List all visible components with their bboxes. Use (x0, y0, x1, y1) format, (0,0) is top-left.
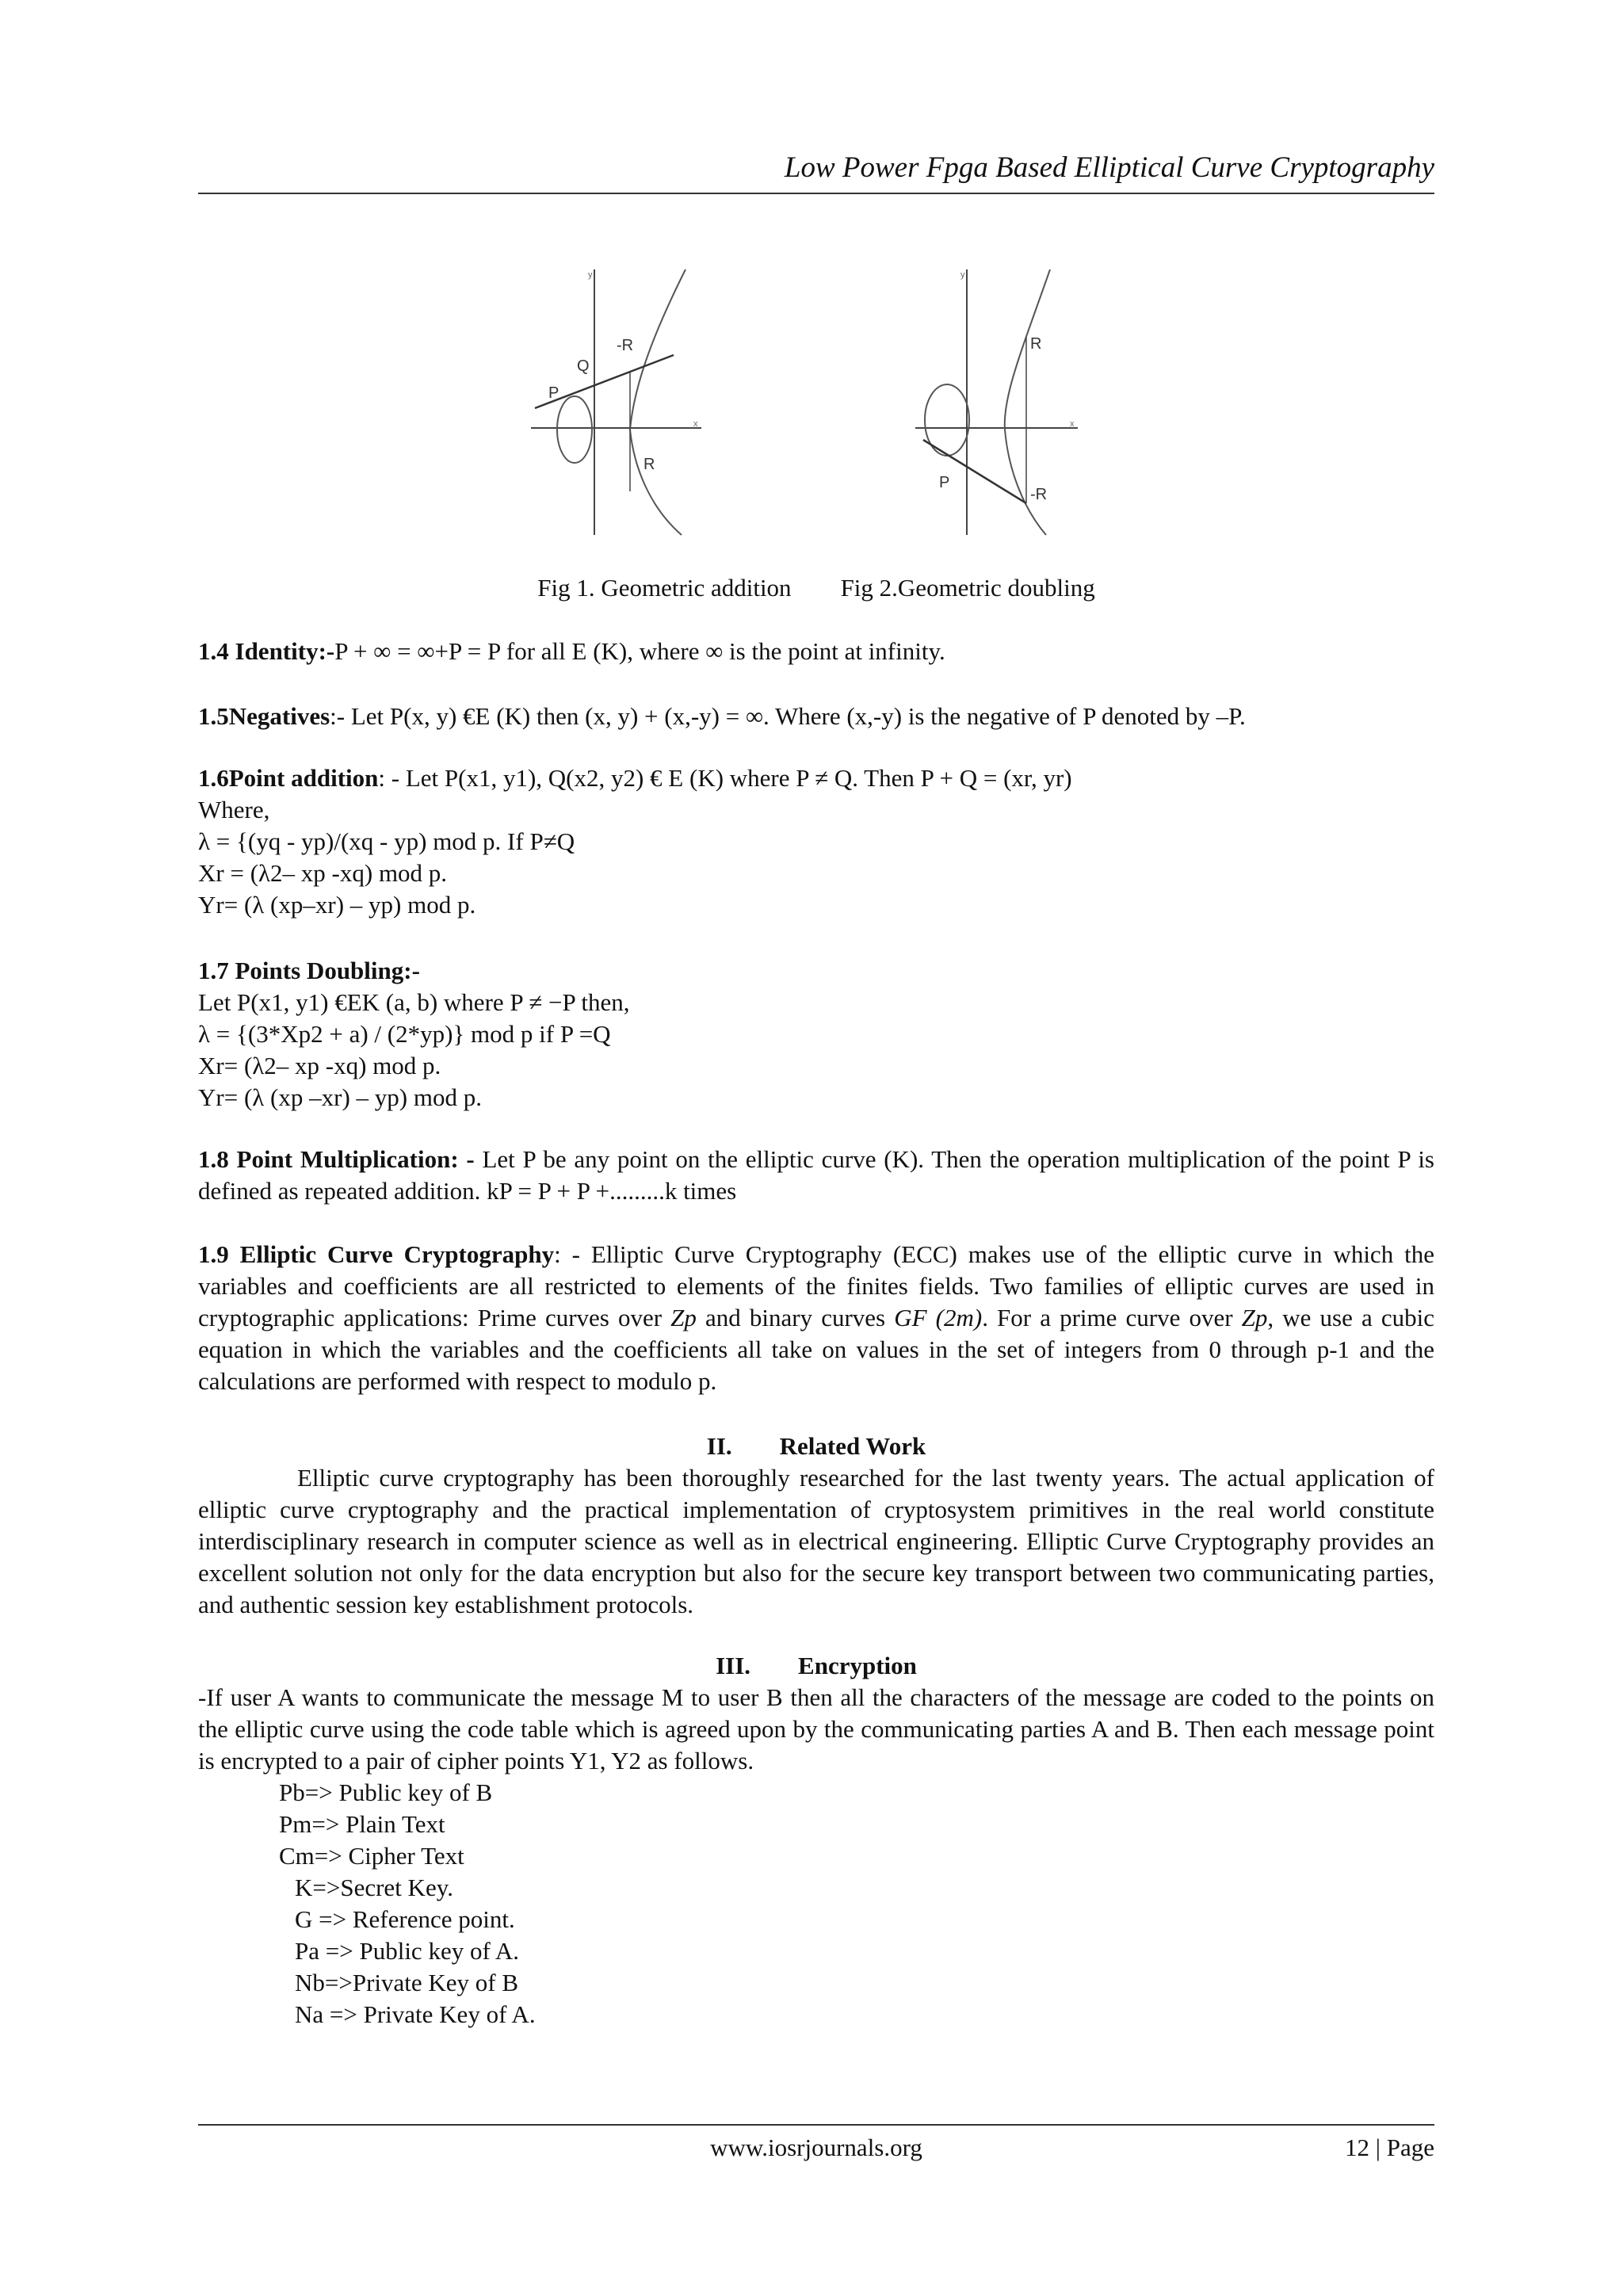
running-header: Low Power Fpga Based Elliptical Curve Cryptography (784, 151, 1434, 184)
section-2-title: Related Work (779, 1432, 926, 1460)
section-3-text: -If user A wants to communicate the message M to user B then all the characters of the message are coded to the points on the elliptic curve using the code table which is agreed upon by the communicating parties A and B. Then each message point is encrypted to a pair of cipher points Y1, Y2 as follows. (198, 1683, 1434, 1775)
section-1-7-xr: Xr= (λ2– xp -xq) mod p. (198, 1052, 441, 1079)
section-1-5-text: :- Let P(x, y) €E (K) then (x, y) + (x,-y) = ∞. Where (x,-y) is the negative of P denoted by –P. (330, 702, 1246, 730)
section-1-9-text-d: , we use a cubic equation in which the variables and the coefficients all take on values in the set of integers from 0 through p-1 and the calculations are performed with respect to modulo p. (198, 1304, 1434, 1395)
section-1-6-where: Where, (198, 796, 270, 823)
section-1-7-lambda: λ = {(3*Xp2 + a) / (2*yp)} mod p if P =Q (198, 1020, 611, 1048)
section-1-9-zp: Zp (670, 1304, 697, 1331)
section-1-4-title: 1.4 Identity:- (198, 637, 335, 665)
section-1-9-ecc (198, 1239, 1434, 1397)
section-1-6-title: 1.6Point addition (198, 764, 379, 792)
section-1-7-yr: Yr= (λ (xp –xr) – yp) mod p. (198, 1083, 482, 1111)
fig1-label-neg-r: -R (617, 337, 634, 354)
section-3-heading (198, 1650, 1434, 1682)
header-rule (198, 193, 1434, 194)
section-2-related-work (198, 1431, 1434, 1621)
fig1-y-axis-label: y (588, 270, 593, 280)
section-1-8-title: 1.8 Point Multiplication: - (198, 1145, 475, 1173)
section-1-8-point-multiplication (198, 1144, 1434, 1207)
section-1-4-text: P + ∞ = ∞+P = P for all E (K), where ∞ is the point at infinity. (334, 637, 945, 665)
section-1-7-line1: Let P(x1, y1) €EK (a, b) where P ≠ −P then, (198, 988, 630, 1016)
section-1-9-text-a: : - Elliptic Curve Cryptography (ECC) makes use of the elliptic curve in which the variables and coefficients are all restricted to elements of the finites fields. Two families of elliptic curves are used in cryptographic applications: Prime curves over (198, 1240, 1434, 1331)
figure-geometric-addition (531, 262, 721, 539)
fig2-x-axis-label: x (1070, 419, 1075, 429)
footer-page-number: 12 | Page (1345, 2134, 1434, 2161)
caption-fig1: Fig 1. Geometric addition (537, 574, 792, 602)
fig2-label-r: R (1030, 335, 1042, 353)
section-1-9-gf: GF (2m) (894, 1304, 983, 1331)
section-3-title: Encryption (798, 1652, 917, 1679)
figure-captions (198, 572, 1434, 604)
section-1-5-title: 1.5Negatives (198, 702, 330, 730)
section-1-7-title: 1.7 Points Doubling:- (198, 957, 420, 984)
fig2-label-neg-r: -R (1030, 486, 1048, 503)
list-item: Nb=>Private Key of B (295, 1969, 519, 1996)
list-item: K=>Secret Key. (295, 1874, 453, 1901)
section-1-6-point-addition (198, 762, 1434, 921)
list-item: G => Reference point. (295, 1905, 515, 1933)
section-3-number: III. (716, 1652, 751, 1679)
section-2-heading (198, 1431, 1434, 1462)
figure-geometric-doubling (911, 262, 1094, 539)
fig1-label-q: Q (577, 357, 590, 375)
section-1-6-xr: Xr = (λ2– xp -xq) mod p. (198, 859, 448, 887)
section-2-number: II. (706, 1432, 732, 1460)
section-1-9-zp2: Zp (1241, 1304, 1268, 1331)
section-1-8-text: Let P be any point on the elliptic curve (K). Then the operation multiplication of the point P is defined as repeated addition. kP = P + P +.........k times (198, 1145, 1434, 1205)
fig1-label-p: P (548, 384, 559, 402)
fig2-y-axis-label: y (960, 270, 965, 280)
section-3-encryption (198, 1650, 1434, 2030)
section-1-6-yr: Yr= (λ (xp–xr) – yp) mod p. (198, 891, 476, 919)
section-1-6-lambda: λ = {(yq - yp)/(xq - yp) mod p. If P≠Q (198, 827, 575, 855)
caption-fig2: Fig 2.Geometric doubling (840, 574, 1095, 602)
section-1-7-points-doubling (198, 955, 1434, 1114)
section-1-9-title: 1.9 Elliptic Curve Cryptography (198, 1240, 555, 1268)
list-item: Pm=> Plain Text (279, 1810, 445, 1838)
fig2-label-p: P (939, 474, 950, 491)
fig1-label-r: R (643, 456, 655, 473)
section-1-6-line1: : - Let P(x1, y1), Q(x2, y2) € E (K) where P ≠ Q. Then P + Q = (xr, yr) (378, 764, 1072, 792)
section-2-text: Elliptic curve cryptography has been thoroughly researched for the last twenty years. The actual application of elliptic curve cryptography and the practical implementation of cryptosystem primitives in the real world constitute interdisciplinary research in computer science as well as in electrical engineering. Elliptic Curve Cryptography provides an excellent solution not only for the data encryption but also for the secure key transport between two communicating parties, and authentic session key establishment protocols. (198, 1464, 1434, 1618)
section-1-5-negatives (198, 701, 1434, 732)
footer-rule (198, 2124, 1434, 2126)
fig1-x-axis-label: x (693, 419, 698, 429)
list-item: Pa => Public key of A. (295, 1937, 519, 1965)
section-1-9-text-c: . For a prime curve over (982, 1304, 1242, 1331)
section-1-4-identity (198, 636, 1434, 667)
list-item: Na => Private Key of A. (295, 2000, 536, 2028)
list-item: Cm=> Cipher Text (279, 1842, 464, 1870)
list-item: Pb=> Public key of B (279, 1778, 493, 1806)
footer-url: www.iosrjournals.org (710, 2134, 922, 2161)
section-1-9-text-b: and binary curves (696, 1304, 895, 1331)
